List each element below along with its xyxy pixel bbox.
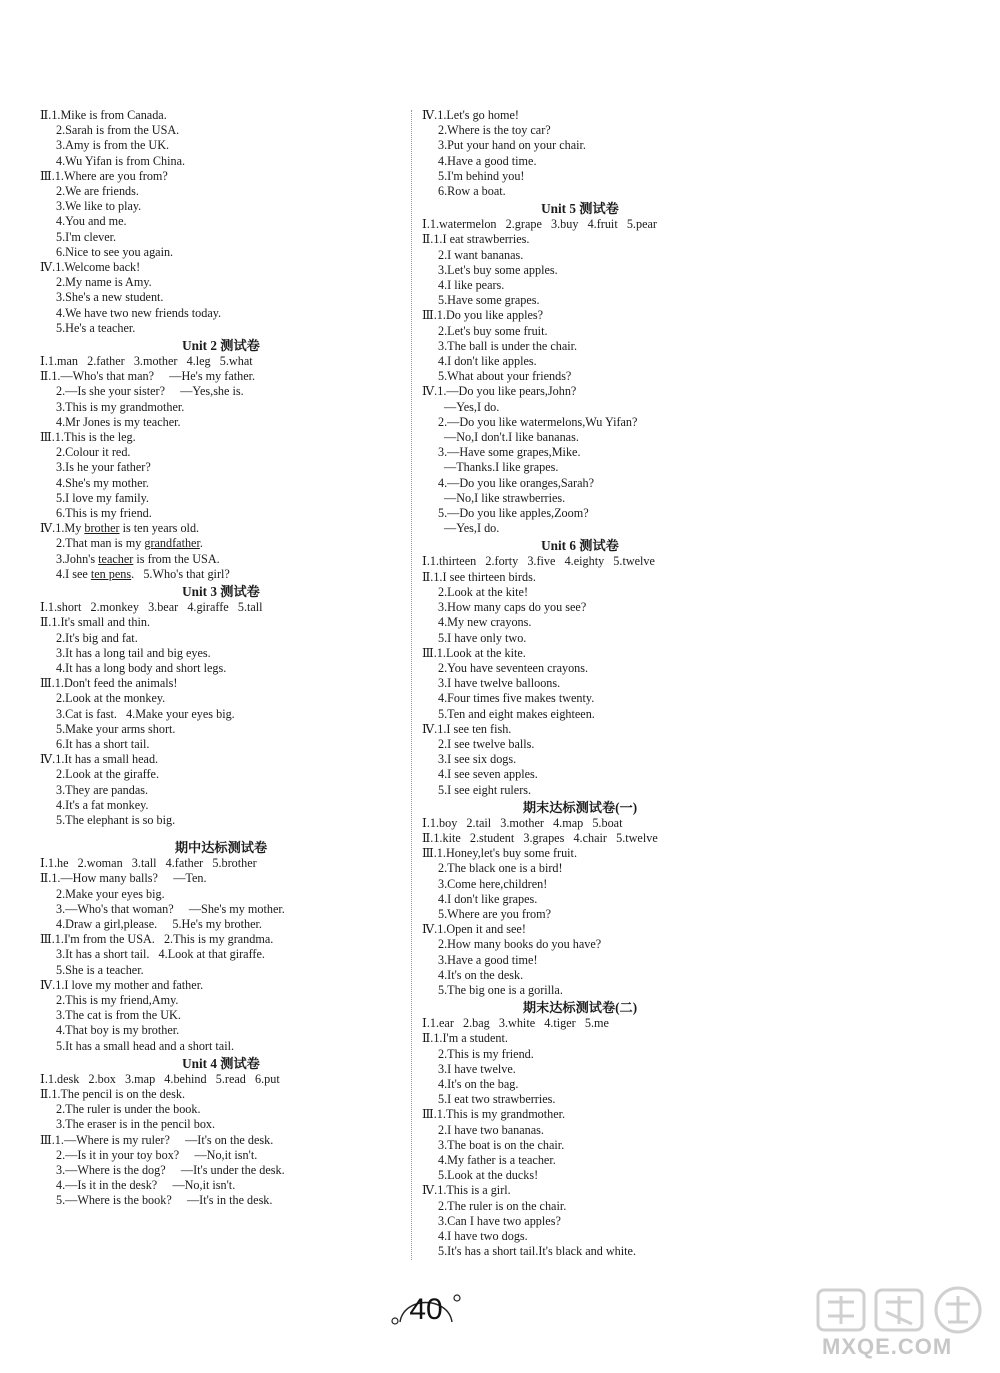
answer-line: Ⅲ.1.Where are you from? <box>40 168 168 183</box>
answer-line: Ⅱ.1.kite 2.student 3.grapes 4.chair 5.twelve <box>422 830 658 845</box>
answer-line: 3.Come here,children! <box>438 876 548 891</box>
answer-line: Ⅱ.1.—Who's that man? —He's my father. <box>40 369 256 384</box>
answer-line: 3.They are pandas. <box>56 782 149 797</box>
answer-line: 3.She's a new student. <box>56 290 164 305</box>
answer-line: Ⅰ.1.thirteen 2.forty 3.five 4.eighty 5.twelve <box>422 554 655 569</box>
answer-line: Ⅲ.1.This is my grandmother. <box>422 1107 566 1122</box>
answer-line: 3.Let's buy some apples. <box>438 262 558 277</box>
answer-line: Ⅲ.1.Look at the kite. <box>422 645 526 660</box>
answer-line: 2.Where is the toy car? <box>438 123 551 138</box>
answer-line: 2.This is my friend,Amy. <box>56 992 179 1007</box>
answer-line: 2.It's big and fat. <box>56 630 138 645</box>
answer-line: 4.You and me. <box>56 214 127 229</box>
answer-line: —Thanks.I like grapes. <box>444 460 559 475</box>
answer-line: 2.This is my friend. <box>438 1046 534 1061</box>
answer-line: 6.Row a boat. <box>438 184 506 199</box>
answer-line: 4.It's on the desk. <box>438 967 524 982</box>
answer-line: 3.—Have some grapes,Mike. <box>438 445 581 460</box>
answer-line: 5.I'm behind you! <box>438 168 525 183</box>
answer-line: Ⅲ.1.Do you like apples? <box>422 308 544 323</box>
answer-line: Ⅳ.1.My brother is ten years old. <box>40 521 200 536</box>
answer-line: 2.Colour it red. <box>56 445 131 460</box>
answer-line: Ⅰ.1.desk 2.box 3.map 4.behind 5.read 6.put <box>40 1071 280 1086</box>
answer-line: 3.I have twelve. <box>438 1061 516 1076</box>
answer-line: 4.I have two dogs. <box>438 1229 528 1244</box>
answer-line: 4.My father is a teacher. <box>438 1153 556 1167</box>
answer-column-right <box>422 108 738 1259</box>
answer-line: Ⅳ.1.Let's go home! <box>422 108 519 122</box>
answer-line: 2.Sarah is from the USA. <box>56 123 180 138</box>
answer-line: Ⅱ.1.I eat strawberries. <box>422 232 530 247</box>
answer-line: Ⅰ.1.watermelon 2.grape 3.buy 4.fruit 5.pear <box>422 217 657 232</box>
answer-line: 2.—Do you like watermelons,Wu Yifan? <box>438 414 638 429</box>
answer-line: 4.—Is it in the desk? —No,it isn't. <box>56 1178 236 1193</box>
answer-line: Ⅱ.1.Mike is from Canada. <box>40 108 167 122</box>
answer-line: 4.I like pears. <box>438 278 505 293</box>
answer-line: 5.I'm clever. <box>56 229 117 244</box>
answer-line: 4.It's on the bag. <box>438 1076 519 1091</box>
answer-line: Ⅳ.1.Open it and see! <box>422 922 526 937</box>
answer-line: —No,I don't.I like bananas. <box>444 430 579 445</box>
answer-line: 2.I want bananas. <box>438 247 524 262</box>
answer-line: 2.Look at the monkey. <box>56 691 166 706</box>
answer-line: Ⅲ.1.—Where is my ruler? —It's on the desk. <box>40 1132 274 1147</box>
answer-line: 3.The eraser is in the pencil box. <box>56 1117 216 1132</box>
answer-line: 2.How many books do you have? <box>438 937 602 952</box>
answer-line: 5.The elephant is so big. <box>56 812 176 827</box>
answer-line: 3.Can I have two apples? <box>438 1213 561 1228</box>
answer-line: 4.I see ten pens. 5.Who's that girl? <box>56 566 230 581</box>
answer-line: 3.It has a short tail. 4.Look at that giraffe. <box>56 947 265 962</box>
answer-line: 5.The big one is a gorilla. <box>438 982 563 997</box>
answer-line: 3.Is he your father? <box>56 460 151 475</box>
answer-line: 5.It has a small head and a short tail. <box>56 1038 235 1053</box>
answer-line: 5.I see eight rulers. <box>438 782 532 797</box>
answer-line: Ⅳ.1.It has a small head. <box>40 752 159 767</box>
answer-line: Ⅱ.1.I see thirteen birds. <box>422 569 536 584</box>
page-number-badge <box>390 1290 462 1330</box>
answer-line: 4.It has a long body and short legs. <box>56 660 227 675</box>
answer-line: Ⅱ.1.The pencil is on the desk. <box>40 1086 186 1101</box>
answer-column-left <box>40 108 402 1209</box>
answer-line: 6.This is my friend. <box>56 506 152 521</box>
answer-line: 6.It has a short tail. <box>56 736 150 751</box>
answer-line: 5.She is a teacher. <box>56 962 144 977</box>
section-spacer <box>40 828 402 838</box>
answer-line: 4.That boy is my brother. <box>56 1023 180 1038</box>
answer-line: Ⅳ.1.I see ten fish. <box>422 721 512 736</box>
answer-line: 5.I love my family. <box>56 490 149 505</box>
answer-line: 2.—Is it in your toy box? —No,it isn't. <box>56 1147 258 1162</box>
answer-line: 2.I see twelve balls. <box>438 736 535 751</box>
answer-line: 5.—Where is the book? —It's in the desk. <box>56 1193 273 1208</box>
answer-line: Ⅰ.1.ear 2.bag 3.white 4.tiger 5.me <box>422 1016 609 1031</box>
answer-line: 2.Look at the kite! <box>438 584 529 599</box>
underlined-word: grandfather <box>144 536 200 551</box>
answer-line: Ⅰ.1.boy 2.tail 3.mother 4.map 5.boat <box>422 815 623 830</box>
section-title: Unit 4 测试卷 <box>182 1055 260 1071</box>
answer-line: Ⅱ.1.—How many balls? —Ten. <box>40 871 207 886</box>
answer-line: 2.That man is my grandfather. <box>56 536 203 551</box>
answer-line: Ⅲ.1.Don't feed the animals! <box>40 676 178 691</box>
answer-line: 5.—Do you like apples,Zoom? <box>438 506 589 521</box>
answer-line: 5.He's a teacher. <box>56 320 136 335</box>
answer-line: 3.The boat is on the chair. <box>438 1137 565 1152</box>
answer-line: 4.It's a fat monkey. <box>56 797 149 812</box>
answer-line: 5.What about your friends? <box>438 369 572 384</box>
answer-line: Ⅱ.1.I'm a student. <box>422 1031 508 1046</box>
section-title: Unit 6 测试卷 <box>541 538 619 554</box>
answer-line: 5.It's has a short tail.It's black and white. <box>438 1244 636 1259</box>
answer-line: 3.Have a good time! <box>438 952 538 967</box>
answer-line: Ⅲ.1.This is the leg. <box>40 430 136 445</box>
answer-line: 3.John's teacher is from the USA. <box>56 551 220 566</box>
answer-line: Ⅰ.1.short 2.monkey 3.bear 4.giraffe 5.tall <box>40 600 263 615</box>
answer-line: 2.The ruler is on the chair. <box>438 1198 567 1213</box>
answer-line: 4.She's my mother. <box>56 475 149 490</box>
watermark <box>812 1282 992 1362</box>
answer-line: 2.I have two bananas. <box>438 1122 544 1137</box>
answer-line: 3.Cat is fast. 4.Make your eyes big. <box>56 706 235 721</box>
answer-line: Ⅲ.1.I'm from the USA. 2.This is my grandma. <box>40 932 274 947</box>
answer-line: Ⅰ.1.man 2.father 3.mother 4.leg 5.what <box>40 354 253 369</box>
answer-line: 3.We like to play. <box>56 199 142 214</box>
answer-line: 2.The ruler is under the book. <box>56 1102 201 1117</box>
answer-line: 4.I don't like apples. <box>438 354 537 369</box>
answer-line: —Yes,I do. <box>444 399 500 414</box>
answer-line: 4.Wu Yifan is from China. <box>56 153 186 168</box>
answer-line: 5.I eat two strawberries. <box>438 1092 556 1107</box>
section-title: 期中达标测试卷 <box>174 840 268 856</box>
answer-line: 4.—Do you like oranges,Sarah? <box>438 475 595 490</box>
answer-line: —No,I like strawberries. <box>444 490 566 505</box>
answer-line: 3.How many caps do you see? <box>438 600 587 615</box>
answer-line: 5.Look at the ducks! <box>438 1168 539 1183</box>
answer-line: 5.Make your arms short. <box>56 721 176 736</box>
answer-line: Ⅲ.1.Honey,let's buy some fruit. <box>422 846 577 861</box>
answer-stamp-logo-icon <box>812 1282 992 1338</box>
answer-line: 3.I have twelve balloons. <box>438 676 561 691</box>
answer-line: 3.—Who's that woman? —She's my mother. <box>56 901 285 916</box>
answer-line: 4.We have two new friends today. <box>56 305 222 320</box>
answer-line: 5.I have only two. <box>438 630 527 645</box>
answer-line: 4.Draw a girl,please. 5.He's my brother. <box>56 916 262 931</box>
answer-line: 5.Where are you from? <box>438 906 552 921</box>
underlined-word: brother <box>84 521 120 536</box>
answer-line: 3.Amy is from the UK. <box>56 138 170 153</box>
answer-line: 5.Ten and eight makes eighteen. <box>438 706 595 721</box>
answer-line: 3.It has a long tail and big eyes. <box>56 645 211 660</box>
answer-line: 2.My name is Amy. <box>56 275 152 290</box>
answer-line: 2.Make your eyes big. <box>56 886 165 901</box>
underlined-word: teacher <box>98 551 134 566</box>
answer-line: Ⅳ.1.—Do you like pears,John? <box>422 384 577 399</box>
section-title: Unit 5 测试卷 <box>541 201 619 217</box>
section-title: 期末达标测试卷(一) <box>522 799 638 815</box>
answer-line: 3.I see six dogs. <box>438 752 517 767</box>
answer-line: 2.We are friends. <box>56 184 139 199</box>
answer-line: Ⅳ.1.Welcome back! <box>40 260 141 275</box>
section-title: Unit 2 测试卷 <box>182 338 260 354</box>
answer-line: Ⅰ.1.he 2.woman 3.tall 4.father 5.brother <box>40 856 257 871</box>
answer-line: 4.Four times five makes twenty. <box>438 691 595 706</box>
answer-line: Ⅳ.1.This is a girl. <box>422 1183 511 1198</box>
underlined-word: ten pens <box>90 566 132 581</box>
answer-line: 2.You have seventeen crayons. <box>438 660 589 675</box>
section-title: Unit 3 测试卷 <box>182 584 260 600</box>
answer-line: 3.Put your hand on your chair. <box>438 138 586 153</box>
answer-line: 2.The black one is a bird! <box>438 861 563 876</box>
answer-line: 3.—Where is the dog? —It's under the desk. <box>56 1163 285 1177</box>
answer-line: 4.Mr Jones is my teacher. <box>56 414 181 429</box>
answer-line: 4.I don't like grapes. <box>438 891 538 906</box>
answer-line: 4.My new crayons. <box>438 615 532 630</box>
answer-line: 2.—Is she your sister? —Yes,she is. <box>56 384 244 399</box>
answer-line: 3.This is my grandmother. <box>56 399 185 414</box>
answer-line: 2.Look at the giraffe. <box>56 767 159 782</box>
page-number: 40 <box>409 1293 443 1326</box>
answer-line: —Yes,I do. <box>444 521 500 536</box>
watermark-text: MXQE.COM <box>822 1334 953 1359</box>
answer-line: Ⅱ.1.It's small and thin. <box>40 615 151 630</box>
section-title: 期末达标测试卷(二) <box>522 1000 638 1016</box>
answer-line: 3.The ball is under the chair. <box>438 338 578 353</box>
column-divider <box>411 110 413 1260</box>
answer-line: 2.Let's buy some fruit. <box>438 323 548 338</box>
answer-line: 4.I see seven apples. <box>438 767 538 782</box>
answer-line: 4.Have a good time. <box>438 153 537 168</box>
answer-line: 6.Nice to see you again. <box>56 244 174 259</box>
answer-line: 3.The cat is from the UK. <box>56 1008 181 1023</box>
answer-line: Ⅳ.1.I love my mother and father. <box>40 977 204 992</box>
answer-line: 5.Have some grapes. <box>438 293 540 308</box>
